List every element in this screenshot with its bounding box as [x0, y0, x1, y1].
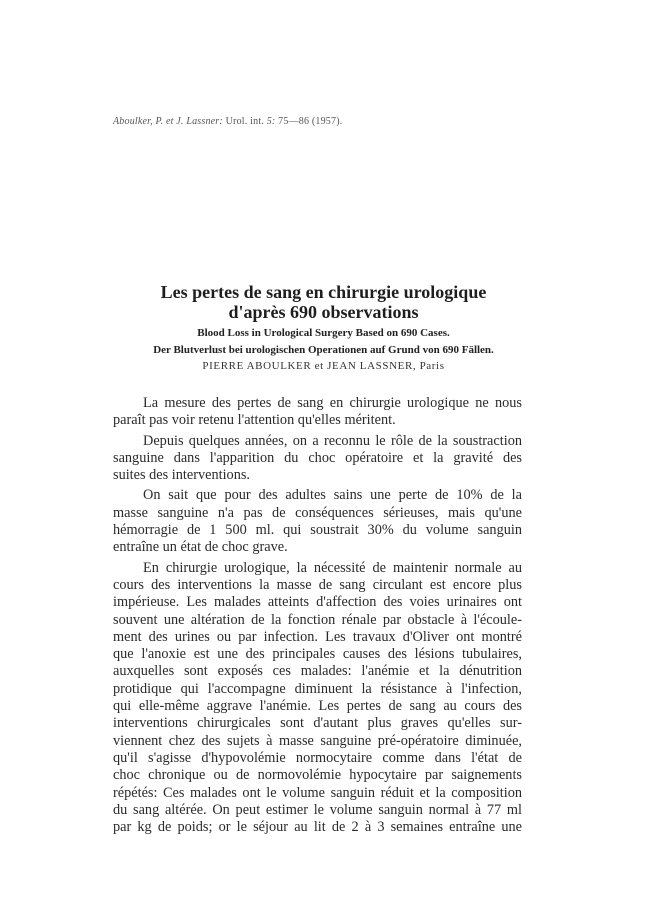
body-line: qu'il s'agisse d'hypovolémie normocytaire comme dans l'état de — [113, 749, 522, 766]
body-line: qui elle-même aggrave l'anémie. Les pertes de sang au cours des — [113, 698, 522, 715]
body-line: auxquelles sont exposés ces malades: l'anémie et la dénutrition — [113, 663, 522, 680]
subtitle-english: Blood Loss in Urological Surgery Based on 690 Cases. — [197, 327, 450, 339]
body-line: entraîne un état de choc grave. — [113, 539, 288, 556]
subtitle-german: Der Blutverlust bei urologischen Operationen auf Grund von 690 Fällen. — [153, 344, 494, 356]
authors: PIERRE ABOULKER et JEAN LASSNER, Paris — [202, 360, 445, 372]
body-line: par kg de poids; or le séjour au lit de 2 à 3 semaines entraîne une — [113, 819, 522, 836]
body-line: choc chronique ou de normovolémie hypocytaire par saignements — [113, 767, 522, 784]
citation-journal: Urol. int. — [225, 116, 265, 127]
body-line: paraît pas voir retenu l'attention qu'elles méritent. — [113, 412, 396, 429]
body-text — [113, 395, 522, 836]
title-line-1: Les pertes de sang en chirurgie urologique — [160, 282, 487, 302]
body-line: protidique qui l'accompagne diminuent la résistance à l'infection, — [113, 680, 522, 697]
body-line: cours des interventions la masse de sang circulant est encore plus — [113, 576, 522, 593]
body-line: viennent chez des sujets à masse sanguine pré-opératoire diminuée, — [113, 732, 522, 749]
body-line: Depuis quelques années, on a reconnu le rôle de la soustraction — [143, 432, 522, 449]
body-line: On sait que pour des adultes sains une perte de 10% de la — [143, 487, 522, 504]
body-line: souvent une altération de la fonction rénale par obstacle à l'écoule- — [113, 611, 522, 628]
body-line: que l'anoxie est une des principales causes des lésions tubulaires, — [113, 646, 522, 663]
citation — [113, 116, 342, 127]
body-line: sanguine dans l'apparition du choc opératoire et la gravité des — [113, 449, 522, 466]
body-line: répétés: Ces malades ont le volume sanguin réduit et la composition — [113, 784, 522, 801]
body-line: hémorragie de 1 500 ml. qui soustrait 30% du volume sanguin — [113, 522, 522, 539]
title-line-2: d'après 690 observations — [228, 302, 419, 322]
body-line: ment des urines ou par infection. Les travaux d'Oliver ont montré — [113, 628, 522, 645]
body-line: impérieuse. Les malades atteints d'affection des voies urinaires ont — [113, 594, 522, 611]
body-line: suites des interventions. — [113, 467, 250, 484]
citation-authors: Aboulker, P. et J. Lassner: — [113, 116, 223, 127]
body-line: La mesure des pertes de sang en chirurgie urologique ne nous — [143, 395, 522, 411]
title-block — [0, 282, 647, 372]
body-line: masse sanguine n'a pas de conséquences sérieuses, mais qu'une — [113, 504, 522, 521]
body-line: interventions chirurgicales sont d'autant plus graves qu'elles sur- — [113, 715, 522, 732]
citation-volume: 5: — [266, 116, 276, 127]
body-line: En chirurgie urologique, la nécessité de maintenir normale au — [143, 559, 522, 576]
citation-pages: 75—86 (1957). — [278, 116, 343, 127]
body-line: du sang altérée. On peut estimer le volume sanguin normal à 77 ml — [113, 801, 522, 818]
